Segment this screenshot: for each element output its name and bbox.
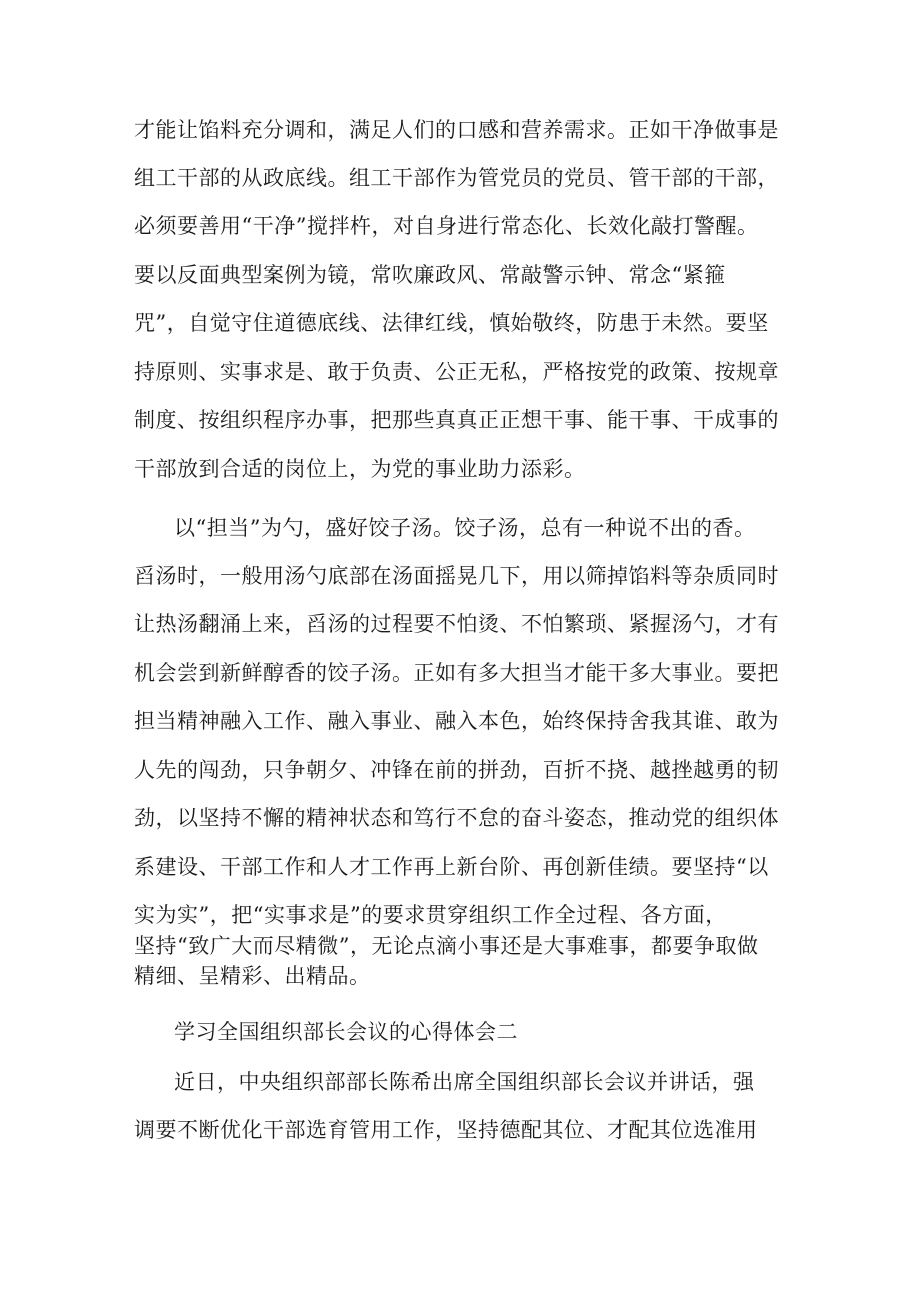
section-title-text: 学习全国组织部长会议的心得体会二 [174, 1020, 518, 1044]
text-line: 以“担当”为勺，盛好饺子汤。饺子汤，总有一种说不出的香。 [174, 516, 756, 540]
text-line: 制度、按组织程序办事，把那些真真正正想干事、能干事、干成事的 [134, 408, 779, 432]
text-line: 实为实”，把“实事求是”的要求贯穿组织工作全过程、各方面， [134, 903, 727, 927]
text-line: 精细、呈精彩、出精品。 [134, 964, 371, 988]
text-line: 人先的闯劲，只争朝夕、冲锋在前的拼劲，百折不挠、越挫越勇的韧 [134, 758, 779, 782]
text-line: 持原则、实事求是、敢于负责、公正无私，严格按党的政策、按规章 [134, 360, 779, 384]
text-line: 让热汤翻涌上来，舀汤的过程要不怕烫、不怕繁琐、紧握汤勺，才有 [134, 612, 779, 636]
text-line: 系建设、干部工作和人才工作再上新台阶、再创新佳绩。要坚持“以 [134, 855, 769, 879]
text-line: 调要不断优化干部选育管用工作，坚持德配其位、才配其位选准用 [134, 1118, 758, 1142]
text-line: 劲，以坚持不懈的精神状态和笃行不怠的奋斗姿态，推动党的组织体 [134, 806, 779, 830]
text-line: 担当精神融入工作、融入事业、融入本色，始终保持舍我其谁、敢为 [134, 709, 779, 733]
text-line: 咒”，自觉守住道德底线、法律红线，慎始敬终，防患于未然。要坚 [134, 311, 769, 335]
text-line: 舀汤时，一般用汤勺底部在汤面摇晃几下，用以筛掉馅料等杂质同时 [134, 564, 779, 588]
text-line: 组工干部的从政底线。组工干部作为管党员的党员、管干部的干部， [134, 166, 779, 190]
text-line: 干部放到合适的岗位上，为党的事业助力添彩。 [134, 457, 586, 481]
text-line: 机会尝到新鲜醇香的饺子汤。正如有多大担当才能干多大事业。要把 [134, 661, 779, 685]
text-line: 必须要善用“干净”搅拌杵，对自身进行常态化、长效化敲打警醒。 [134, 214, 759, 238]
text-line: 坚持“致广大而尽精微”，无论点滴小事还是大事难事，都要争取做 [134, 934, 759, 958]
text-line: 要以反面典型案例为镜，常吹廉政风、常敲警示钟、常念“紧箍 [134, 263, 726, 287]
text-line: 才能让馅料充分调和，满足人们的口感和营养需求。正如干净做事是 [134, 118, 779, 142]
text-line: 近日，中央组织部部长陈希出席全国组织部长会议并讲话，强 [174, 1070, 755, 1094]
